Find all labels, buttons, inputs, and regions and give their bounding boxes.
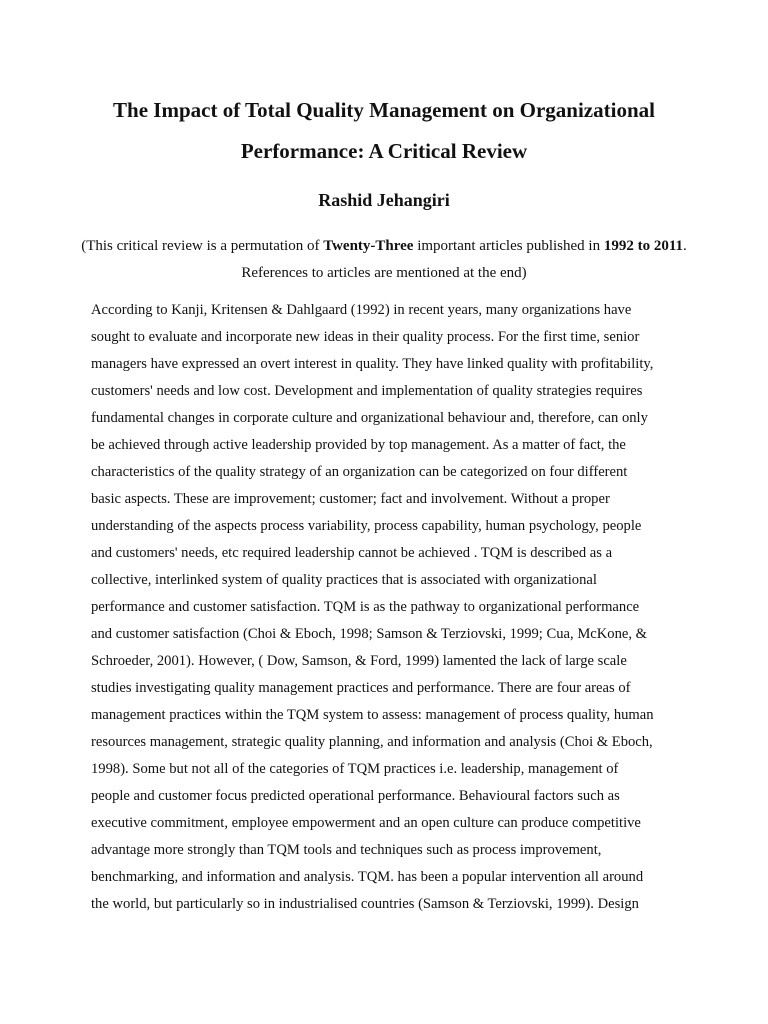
body-line: According to Kanji, Kritensen & Dahlgaard (1992) in recent years, many organizations have [91,302,632,318]
body-line: managers have expressed an overt interest in quality. They have linked quality with profitability, [91,356,654,372]
paper-title [40,90,728,172]
note-text-1: (This critical review is a permutation of [81,238,324,254]
body-line: 1998). Some but not all of the categories of TQM practices i.e. leadership, management of [91,761,619,777]
body-line: benchmarking, and information and analysis. TQM. has been a popular intervention all around [91,869,644,885]
body-line: understanding of the aspects process variability, process capability, human psychology, people [91,518,642,534]
review-note [60,233,708,287]
title-line-1: The Impact of Total Quality Management on Organizational [113,98,655,122]
body-line: fundamental changes in corporate culture and organizational behaviour and, therefore, can only [91,410,648,426]
note-bold-count: Twenty-Three [323,238,414,254]
note-text-2: important articles published in [413,238,604,254]
body-line: management practices within the TQM system to assess: management of process quality, human [91,707,654,723]
body-line: advantage more strongly than TQM tools and techniques such as process improvement, [91,842,602,858]
body-line: customers' needs and low cost. Development and implementation of quality strategies requires [91,383,643,399]
body-line: basic aspects. These are improvement; customer; fact and involvement. Without a proper [91,491,610,507]
body-line: characteristics of the quality strategy of an organization can be categorized on four different [91,464,628,480]
body-line: be achieved through active leadership provided by top management. As a matter of fact, the [91,437,626,453]
note-bold-years: 1992 to 2011 [603,238,684,254]
body-line: performance and customer satisfaction. TQM is as the pathway to organizational performance [91,599,640,615]
body-line: and customer satisfaction (Choi & Eboch, 1998; Samson & Terziovski, 1999; Cua, McKone, & [91,626,648,642]
title-line-2: Performance: A Critical Review [240,139,528,163]
body-line: studies investigating quality management practices and performance. There are four areas of [91,680,631,696]
body-paragraph [91,297,691,918]
body-line: resources management, strategic quality planning, and information and analysis (Choi & Eboch, [91,734,653,750]
note-text-3: . References to articles are mentioned at the end) [241,238,687,281]
body-line: the world, but particularly so in industrialised countries (Samson & Terziovski, 1999). Design [91,896,639,912]
body-line: and customers' needs, etc required leadership cannot be achieved . TQM is described as a [91,545,613,561]
body-line: sought to evaluate and incorporate new ideas in their quality process. For the first time, senior [91,329,640,345]
body-line: people and customer focus predicted operational performance. Behavioural factors such as [91,788,620,804]
body-line: executive commitment, employee empowerment and an open culture can produce competitive [91,815,641,831]
body-line: collective, interlinked system of quality practices that is associated with organizational [91,572,597,588]
author-name: Rashid Jehangiri [318,190,450,210]
body-line: Schroeder, 2001). However, ( Dow, Samson, & Ford, 1999) lamented the lack of large scale [91,653,627,669]
